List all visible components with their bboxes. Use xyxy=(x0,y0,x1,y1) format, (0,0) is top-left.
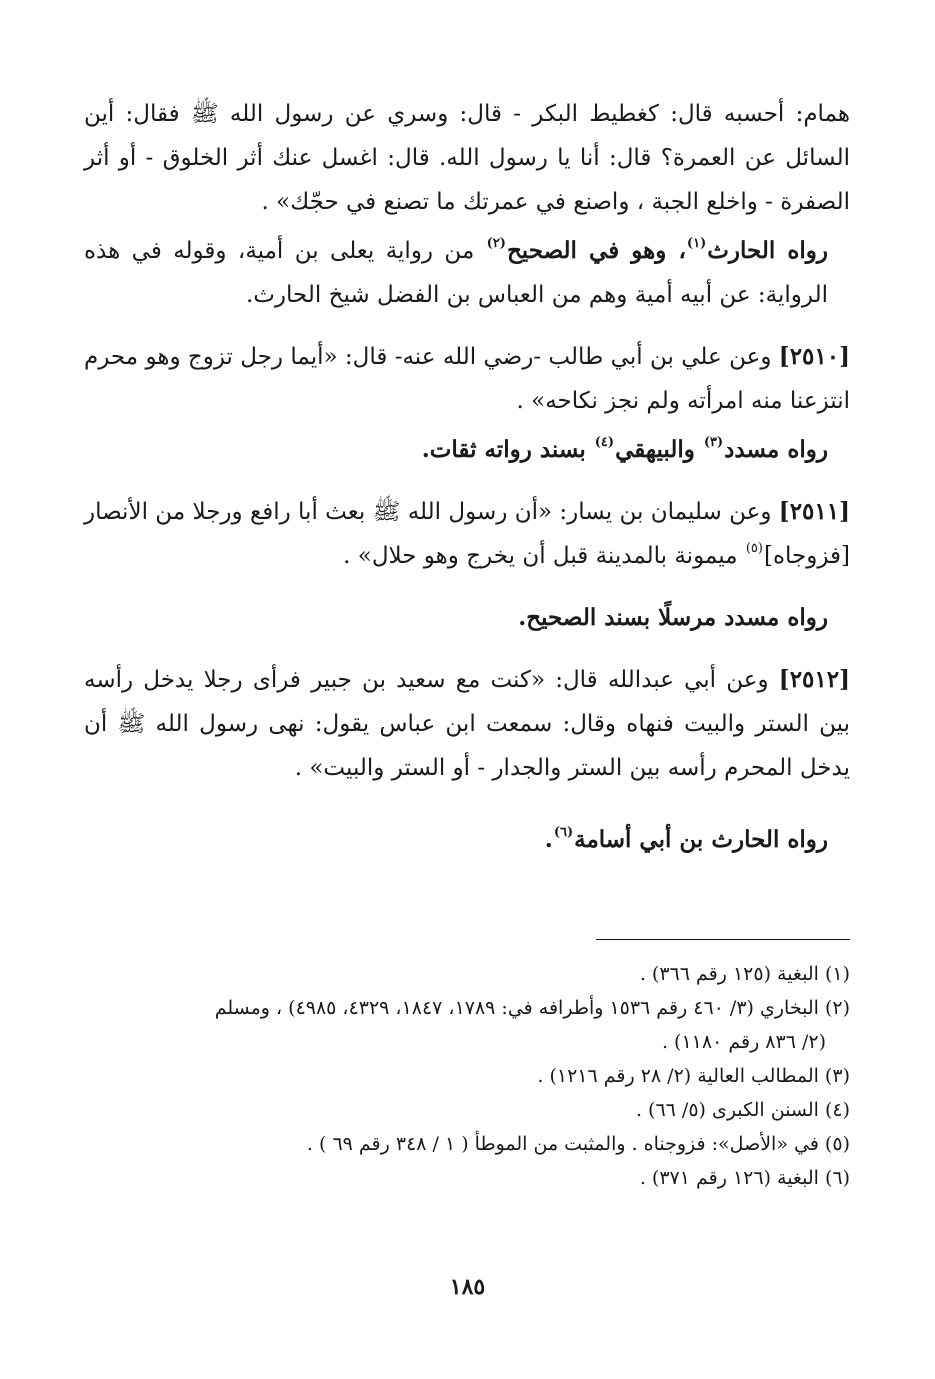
hadith-number: [٢٥١٢] xyxy=(778,666,850,693)
source-note-abu-usama: رواه الحارث بن أبي أسامة$^{(٦)}$. xyxy=(544,825,828,853)
paragraph-continuation xyxy=(84,92,850,224)
hadith-number: [٢٥١٠] xyxy=(778,343,850,370)
footnote-divider xyxy=(596,939,850,940)
paragraph-text: وعن أبي عبدالله قال: «كنت مع سعيد بن جبير فرأى رجلا يدخل رأسه بين الستر والبيت فنهاه وقال: سمعت ابن عباس يقول: نهى رسول الله ﷺ أن يدخل المحرم رأسه بين الستر والجدار - أو الستر والبيت» . xyxy=(84,667,850,781)
hadith-2510 xyxy=(84,335,850,423)
footnote-ref-1[interactable]: (١) xyxy=(686,236,707,252)
footnote-ref-5[interactable]: (٥) xyxy=(745,541,763,557)
paragraph-text: همام: أحسبه قال: كغطيط البكر - قال: وسري عن رسول الله ﷺ فقال: أين السائل عن العمرة؟ قال: أنا يا رسول الله. قال: اغسل عنك أثر الخلوق - أو أثر الصفرة - واخلع الجبة ، واصنع في عمرتك ما تصنع في حجّك» . xyxy=(84,101,850,215)
source-note-harith: رواه الحارث$^{(١)}$، وهو في الصحيح$^{(٢)}$ من رواية يعلى بن أمية، وقوله في هذه الرواية: عن أبيه أمية وهم من العباس بن الفضل شيخ الحارث. xyxy=(84,236,828,308)
footnotes xyxy=(84,957,850,1195)
footnote-ref-2[interactable]: (٢) xyxy=(486,236,506,252)
footnote-1: (١) البغية (١٢٥ رقم ٣٦٦) . xyxy=(639,963,850,985)
source-note-musaddad: رواه مسدد$^{(٣)}$ والبيهقي$^{(٤)}$ بسند رواته ثقات. xyxy=(421,435,828,463)
hadith-2511: [٢٥١١] وعن سليمان بن يسار: «أن رسول الله ﷺ بعث أبا رافع ورجلا من الأنصار [فزوجاه]$^{(٥)}$ ميمونة بالمدينة قبل أن يخرج وهو حلال» . xyxy=(84,498,850,569)
footnote-6: (٦) البغية (١٢٦ رقم ٣٧١) . xyxy=(639,1167,850,1189)
hadith-number: [٢٥١١] xyxy=(778,498,850,525)
footnote-ref-6[interactable]: (٦) xyxy=(553,825,574,841)
paragraph-text: وعن علي بن أبي طالب -رضي الله عنه- قال: «أيما رجل تزوج وهو محرم انتزعنا منه امرأته ولم نجز نكاحه» . xyxy=(84,344,850,414)
footnote-4: (٤) السنن الكبرى (٥/ ٦٦) . xyxy=(635,1099,850,1121)
footnote-3: (٣) المطالب العالية (٢/ ٢٨ رقم ١٢١٦) . xyxy=(537,1065,850,1087)
footnote-5: (٥) في «الأصل»: فزوجناه . والمثبت من الموطأ ( ١ / ٣٤٨ رقم ٦٩ ) . xyxy=(306,1133,850,1155)
main-text xyxy=(84,92,850,867)
footnote-2: (٢) البخاري (٣/ ٤٦٠ رقم ١٥٣٦ وأطرافه في: ١٧٨٩، ١٨٤٧، ٤٣٢٩، ٤٩٨٥) ، ومسلم (٢/ ٨٣٦ رقم ١١٨٠) . xyxy=(214,997,850,1053)
source-note-mursal: رواه مسدد مرسلًا بسند الصحيح. xyxy=(518,604,828,631)
page-number: ١٨٥ xyxy=(449,1274,486,1300)
hadith-2512 xyxy=(84,658,850,790)
footnote-ref-4[interactable]: (٤) xyxy=(594,435,615,451)
footnote-ref-3[interactable]: (٣) xyxy=(703,435,724,451)
